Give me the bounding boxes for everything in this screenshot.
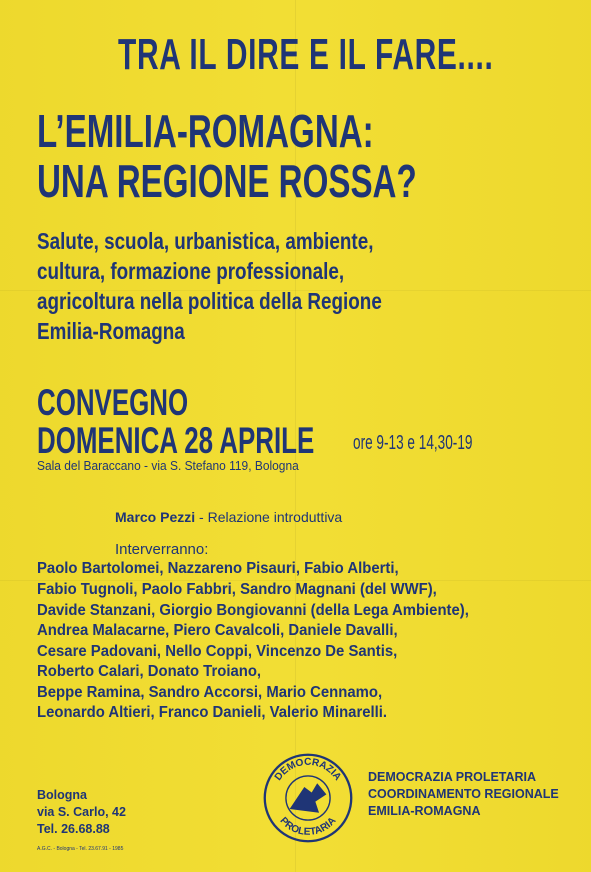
event-date: DOMENICA 28 APRILE: [37, 420, 315, 461]
participants-line: Roberto Calari, Donato Troiano,: [37, 663, 262, 680]
logo-top-text: DEMOCRAZIA: [272, 756, 344, 783]
address-line: Tel. 26.68.88: [37, 822, 110, 836]
logo-bottom-text: PROLETARIA: [277, 815, 339, 838]
event-type: CONVEGNO: [37, 382, 189, 423]
organization-line: EMILIA-ROMAGNA: [368, 804, 481, 818]
organization-block: [368, 769, 559, 820]
participants-line: Davide Stanzani, Giorgio Bongiovanni (della Lega Ambiente),: [37, 602, 469, 619]
participants-line: Paolo Bartolomei, Nazzareno Pisauri, Fabio Alberti,: [37, 560, 399, 577]
organization-line: COORDINAMENTO REGIONALE: [368, 787, 559, 801]
address-line: Bologna: [37, 788, 87, 802]
address-line: via S. Carlo, 42: [37, 805, 126, 819]
subtitle-line: Salute, scuola, urbanistica, ambiente,: [37, 228, 374, 254]
title-line-2: UNA REGIONE ROSSA?: [37, 155, 417, 207]
introductory-speaker: [115, 509, 342, 525]
tagline: TRA IL DIRE E IL FARE....: [118, 30, 494, 79]
organization-line: DEMOCRAZIA PROLETARIA: [368, 770, 537, 784]
event-venue: Sala del Baraccano - via S. Stefano 119, Bologna: [37, 458, 299, 473]
title-line-1: L’EMILIA-ROMAGNA:: [37, 105, 374, 157]
speaker-role: - Relazione introduttiva: [199, 509, 343, 525]
participants-line: Cesare Padovani, Nello Coppi, Vincenzo De Santis,: [37, 643, 398, 660]
participants-line: Fabio Tugnoli, Paolo Fabbri, Sandro Magnani (del WWF),: [37, 581, 437, 598]
event-hours: ore 9-13 e 14,30-19: [353, 432, 473, 454]
subtitle-line: Emilia-Romagna: [37, 318, 185, 344]
speaker-name: Marco Pezzi: [115, 509, 196, 525]
participants-line: Beppe Ramina, Sandro Accorsi, Mario Cennamo,: [37, 684, 383, 701]
printer-imprint: A.G.C. - Bologna - Tel. 23.67.91 - 1985: [37, 846, 124, 852]
address-block: [37, 787, 126, 838]
participants-line: Andrea Malacarne, Piero Cavalcoli, Daniele Davalli,: [37, 622, 398, 639]
subtitle-line: cultura, formazione professionale,: [37, 258, 345, 284]
democrazia-proletaria-logo: [262, 752, 354, 844]
participants-line: Leonardo Altieri, Franco Danieli, Valerio Minarelli.: [37, 704, 388, 721]
interventions-label: Interverranno:: [115, 541, 209, 558]
hammer-fist-icon: [290, 783, 327, 812]
subtitle-line: agricoltura nella politica della Regione: [37, 288, 382, 314]
